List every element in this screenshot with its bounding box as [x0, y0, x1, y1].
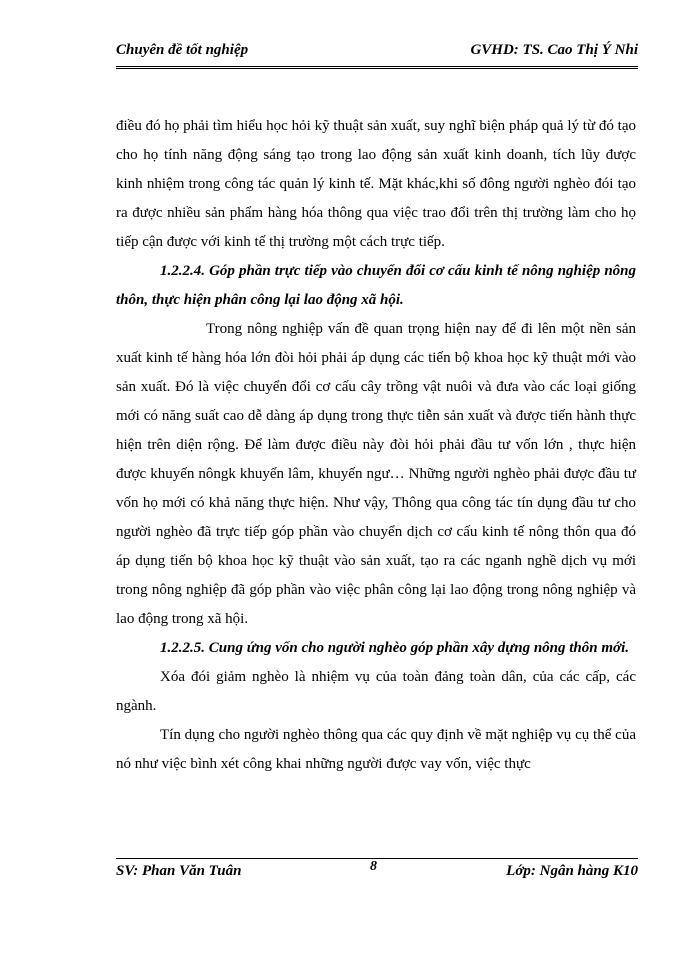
- paragraph-3: Xóa đói giảm nghèo là nhiệm vụ của toàn đảng toàn dân, của các cấp, các ngành.: [116, 669, 636, 714]
- header-supervisor: GVHD: TS. Cao Thị Ý Nhi: [470, 42, 638, 58]
- section-heading-1-2-2-5: 1.2.2.5. Cung ứng vốn cho người nghèo góp phần xây dựng nông thôn mới.: [160, 640, 629, 656]
- footer-student: SV: Phan Văn Tuân: [116, 863, 242, 879]
- page-header: [116, 38, 638, 69]
- paragraph-4: Tín dụng cho người nghèo thông qua các quy định về mặt nghiệp vụ cụ thể của nó như việc bình xét công khai những người được vay vốn, việc thực: [116, 727, 636, 772]
- paragraph-1: điều đó họ phải tìm hiểu học hỏi kỹ thuật sản xuất, suy nghĩ biện pháp quả lý từ đó tạo cho họ tính năng động sáng tạo trong lao động sản xuất kinh doanh, tích lũy được kinh nhiệm trong công tác quản lý kinh tế. Mặt khác,khi số đông người nghèo đói tạo ra được nhiều sản phẩm hàng hóa thông qua việc trao đổi trên thị trường làm cho họ tiếp cận được với kinh tế thị trường một cách trực tiếp.: [116, 118, 636, 250]
- header-title: Chuyên đề tốt nghiệp: [116, 42, 249, 58]
- page-footer: [116, 858, 638, 885]
- paragraph-2: Trong nông nghiệp vấn đề quan trọng hiện nay để đi lên một nền sản xuất kinh tế hàng hóa lớn đòi hỏi phải áp dụng các tiến bộ khoa học kỹ thuật mới vào sản xuất. Đó là việc chuyển đổi cơ cấu cây trồng vật nuôi và đưa vào các loại giống mới có năng suất cao dễ dàng áp dụng trong thực tiễn sản xuất và được tiến hành thực hiện trên diện rộng. Để làm được điều này đòi hỏi phải đầu tư vốn lớn , thực hiện được khuyến nôngk khuyến lâm, khuyến ngư… Những người nghèo phải được đầu tư vốn họ mới có khả năng thực hiện. Như vậy, Thông qua công tác tín dụng đầu tư cho người nghèo đã trực tiếp góp phần vào chuyển dịch cơ cấu kinh tế nông thôn qua đó áp dụng tiến bộ khoa học kỹ thuật vào sản xuất, tạo ra các nganh nghề dịch vụ mới trong nông nghiệp đã góp phần vào việc phân công lại lao động trong nông nghiệp và lao động trong xã hội.: [116, 321, 636, 627]
- footer-class: Lớp: Ngân hàng K10: [506, 863, 638, 879]
- section-heading-1-2-2-4: 1.2.2.4. Góp phần trực tiếp vào chuyển đổi cơ cấu kinh tế nông nghiệp nông thôn, thực hiện phân công lại lao động xã hội.: [116, 263, 636, 308]
- document-body: [116, 112, 636, 779]
- page-number: 8: [370, 859, 377, 874]
